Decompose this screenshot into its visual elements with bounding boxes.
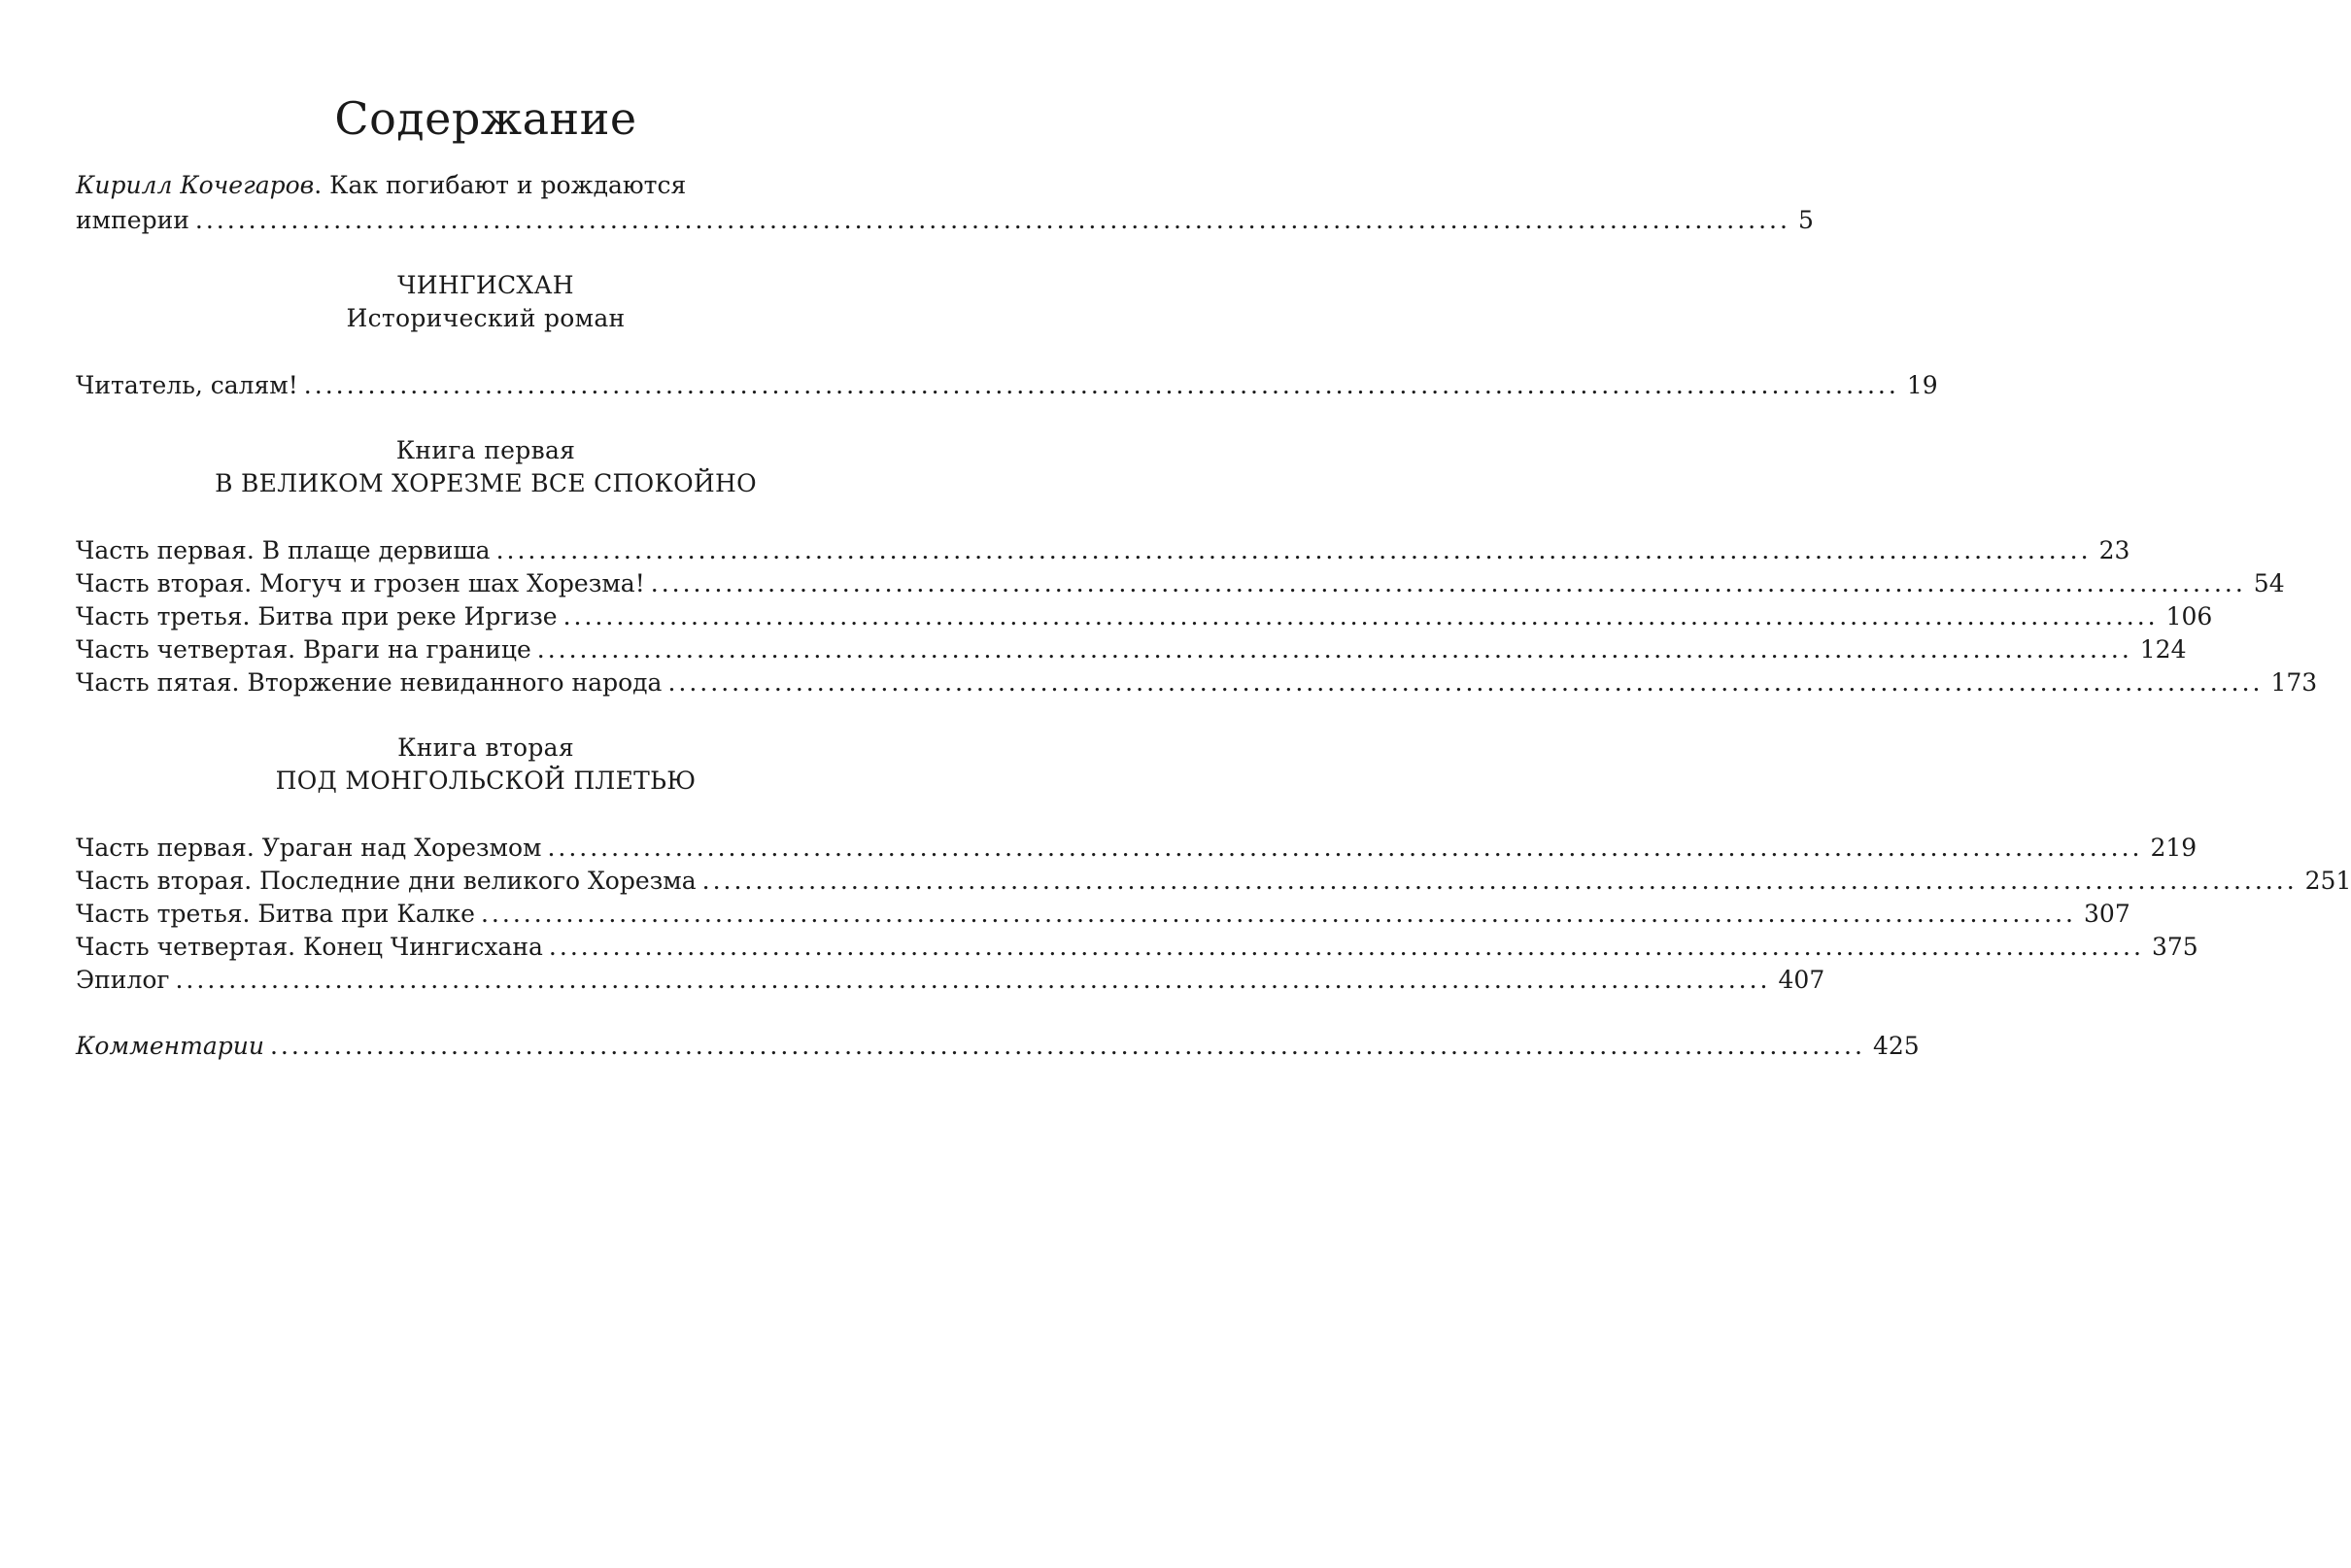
leader-dots: ...................................................................................................................................................... bbox=[303, 371, 1899, 399]
leader-dots: ...................................................................................................................................................... bbox=[175, 966, 1771, 994]
toc-entry bbox=[76, 931, 2198, 964]
intro-title-line2: империи bbox=[76, 206, 189, 234]
toc-entry-page: 124 bbox=[2139, 635, 2187, 664]
toc-entry bbox=[76, 633, 2187, 666]
toc-entry-page: 54 bbox=[2253, 569, 2285, 597]
comments-label: Комментарии bbox=[76, 1032, 264, 1060]
toc-entry-label: Часть первая. Ураган над Хорезмом bbox=[76, 834, 542, 862]
toc-entry-page: 23 bbox=[2098, 536, 2130, 564]
toc-entry-label: Часть вторая. Последние дни великого Хорезма bbox=[76, 867, 697, 895]
leader-dots: ...................................................................................................................................................... bbox=[650, 569, 2246, 597]
toc-entry-label: Часть первая. В плаще дервиша bbox=[76, 536, 491, 564]
toc-entry-label: Часть третья. Битва при реке Иргизе bbox=[76, 602, 558, 631]
preface-entry bbox=[76, 369, 1938, 402]
toc-entry-page: 219 bbox=[2150, 834, 2198, 862]
toc-entry bbox=[76, 964, 1825, 997]
intro-entry-line1 bbox=[76, 169, 888, 202]
toc-entry bbox=[76, 600, 2213, 633]
leader-dots: ...................................................................................................................................................... bbox=[562, 602, 2159, 631]
book1-label: Книга первая bbox=[395, 436, 576, 464]
toc-entry bbox=[76, 832, 2198, 865]
toc-entry-label: Эпилог bbox=[76, 966, 170, 994]
book2-title: ПОД МОНГОЛЬСКОЙ ПЛЕТЬЮ bbox=[275, 767, 697, 795]
intro-author: Кирилл Кочегаров bbox=[76, 171, 315, 199]
leader-dots: ...................................................................................................................................................... bbox=[480, 900, 2077, 928]
intro-title-line1: . Как погибают и рождаются bbox=[314, 171, 687, 199]
toc-entry-label: Часть вторая. Могуч и грозен шах Хорезма! bbox=[76, 569, 645, 597]
work-subtitle: Исторический роман bbox=[346, 304, 626, 332]
leader-dots: ...................................................................................................................................................... bbox=[667, 668, 2264, 697]
book2-label: Книга вторая bbox=[397, 733, 574, 762]
toc-entry-page: 251 bbox=[2304, 867, 2351, 895]
intro-entry-line2 bbox=[76, 204, 1814, 237]
leader-dots: ...................................................................................................................................................... bbox=[495, 536, 2092, 564]
intro-page: 5 bbox=[1797, 206, 1814, 234]
toc-entry bbox=[76, 534, 2130, 567]
page-title: Содержание bbox=[334, 92, 637, 145]
work-title: ЧИНГИСХАН bbox=[397, 271, 574, 299]
leader-dots: ...................................................................................................................................................... bbox=[269, 1032, 1865, 1060]
toc-entry-page: 407 bbox=[1778, 966, 1825, 994]
leader-dots: ...................................................................................................................................................... bbox=[536, 635, 2132, 664]
toc-entry-page: 106 bbox=[2165, 602, 2213, 631]
book1-title: В ВЕЛИКОМ ХОРЕЗМЕ ВСЕ СПОКОЙНО bbox=[215, 469, 757, 497]
toc-entry bbox=[76, 865, 2351, 898]
leader-dots: ...................................................................................................................................................... bbox=[701, 867, 2298, 895]
toc-entry bbox=[76, 567, 2285, 600]
toc-entry-label: Часть четвертая. Враги на границе bbox=[76, 635, 531, 664]
comments-page: 425 bbox=[1872, 1032, 1920, 1060]
preface-label: Читатель, салям! bbox=[76, 371, 298, 399]
leader-dots: ...................................................................................................................................................... bbox=[547, 834, 2143, 862]
toc-entry-label: Часть четвертая. Конец Чингисхана bbox=[76, 933, 543, 961]
toc-entry-page: 307 bbox=[2084, 900, 2130, 928]
preface-page: 19 bbox=[1906, 371, 1938, 399]
leader-dots: ...................................................................................................................................................... bbox=[194, 206, 1790, 234]
toc-entry-page: 173 bbox=[2270, 668, 2318, 697]
toc-entry bbox=[76, 898, 2130, 931]
toc-entry-label: Часть третья. Битва при Калке bbox=[76, 900, 475, 928]
leader-dots: ...................................................................................................................................................... bbox=[548, 933, 2144, 961]
toc-entry-label: Часть пятая. Вторжение невиданного народа bbox=[76, 668, 663, 697]
toc-entry bbox=[76, 666, 2318, 699]
toc-entry-page: 375 bbox=[2151, 933, 2198, 961]
comments-entry bbox=[76, 1030, 1920, 1063]
